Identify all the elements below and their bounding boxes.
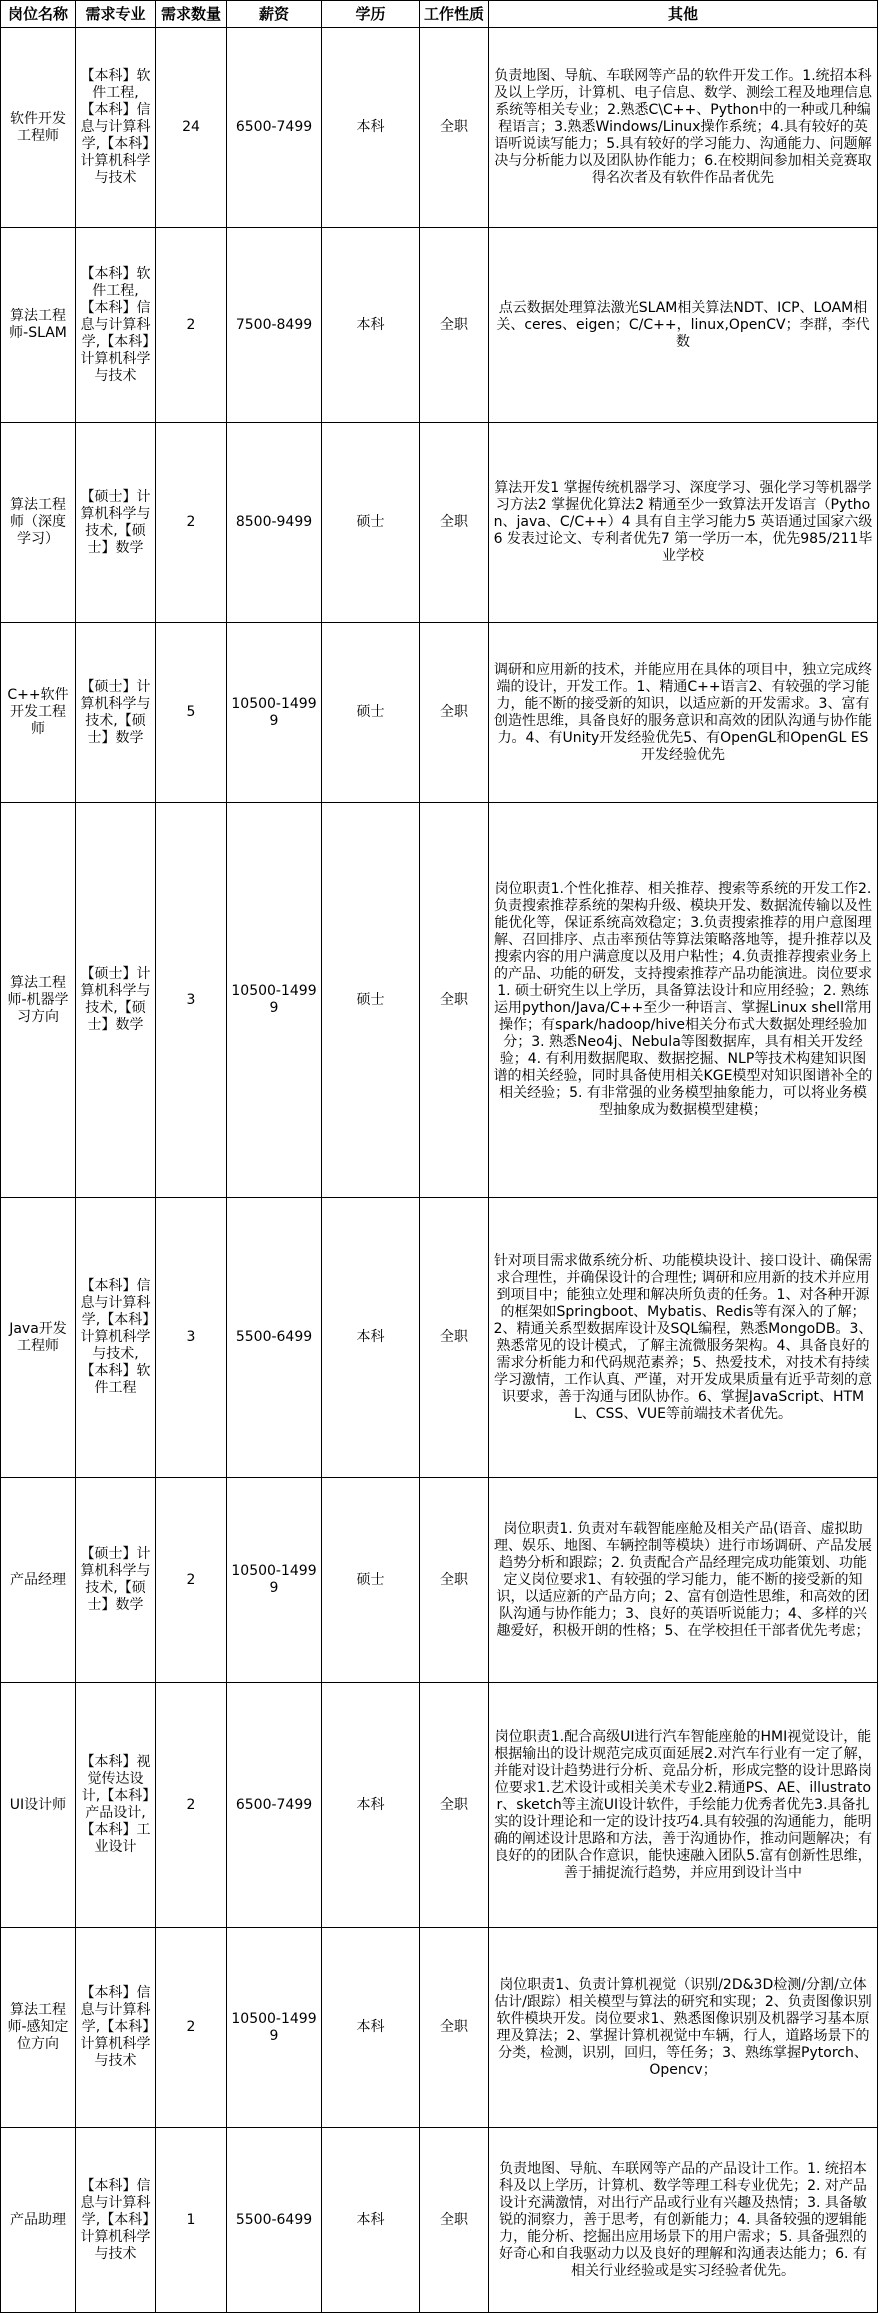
job-major: 【硕士】计算机科学与技术,【硕士】数学 — [76, 623, 156, 803]
job-other: 算法开发1 掌握传统机器学习、深度学习、强化学习等机器学习方法2 掌握优化算法2 精通至少一致算法开发语言（Python、java、C/C++）4 具有自主学习能力5 英语通过国家六级6 发表过论文、专利者优先7 第一学历一本，优先985/211毕业学校 — [489, 423, 878, 623]
table-row — [1, 1198, 878, 1478]
job-count: 2 — [156, 423, 227, 623]
job-major: 【本科】软件工程,【本科】信息与计算科学,【本科】计算机科学与技术 — [76, 28, 156, 228]
job-other: 岗位职责1.个性化推荐、相关推荐、搜索等系统的开发工作2.负责搜索推荐系统的架构升级、模块开发、数据流传输以及性能优化等，保证系统高效稳定；3.负责搜索推荐的用户意图理解、召回排序、点击率预估等算法策略落地等，提升推荐以及搜索内容的用户满意度以及用户粘性；4.负责推荐搜索业务上的产品、功能的研发，支持搜索推荐产品功能演进。岗位要求1. 硕士研究生以上学历，具备算法设计和应用经验；2. 熟练运用python/Java/C++至少一种语言、掌握Linux shell常用操作；有spark/hadoop/hive相关分布式大数据处理经验加分；3. 熟悉Neo4j、Nebula等图数据库，具有相关开发经验；4. 有利用数据爬取、数据挖掘、NLP等技术构建知识图谱的相关经验，同时具备使用相关KGE模型对知识图谱补全的相关经验；5. 有非常强的业务模型抽象能力，可以将业务模型抽象成为数据模型建模； — [489, 803, 878, 1198]
job-title: 产品助理 — [1, 2128, 76, 2313]
job-type: 全职 — [420, 228, 489, 423]
job-other: 岗位职责1. 负责对车载智能座舱及相关产品(语音、虚拟助理、娱乐、地图、车辆控制等模块）进行市场调研、产品发展趋势分析和跟踪；2. 负责配合产品经理完成功能策划、功能定义岗位要求1、有较强的学习能力，能不断的接受新的知识，以适应新的产品方向；2、富有创造性思维，和高效的团队沟通与协作能力；3、良好的英语听说能力；4、多样的兴趣爱好，积极开朗的性格；5、在学校担任干部者优先考虑； — [489, 1478, 878, 1683]
job-count: 1 — [156, 2128, 227, 2313]
job-salary: 10500-14999 — [227, 803, 322, 1198]
job-type: 全职 — [420, 1198, 489, 1478]
job-education: 本科 — [322, 2128, 420, 2313]
job-title: 算法工程师-机器学习方向 — [1, 803, 76, 1198]
job-type: 全职 — [420, 2128, 489, 2313]
header-row — [1, 1, 878, 28]
table-row — [1, 1683, 878, 1928]
job-count: 3 — [156, 803, 227, 1198]
job-education: 硕士 — [322, 803, 420, 1198]
table-row — [1, 623, 878, 803]
header-other: 其他 — [489, 1, 878, 28]
table-row — [1, 1928, 878, 2128]
job-title: 软件开发工程师 — [1, 28, 76, 228]
job-education: 本科 — [322, 28, 420, 228]
job-major: 【本科】信息与计算科学,【本科】计算机科学与技术 — [76, 1928, 156, 2128]
job-major: 【硕士】计算机科学与技术,【硕士】数学 — [76, 803, 156, 1198]
job-education: 本科 — [322, 1928, 420, 2128]
job-type: 全职 — [420, 1683, 489, 1928]
job-salary: 10500-14999 — [227, 1928, 322, 2128]
job-other: 负责地图、导航、车联网等产品的产品设计工作。1. 统招本科及以上学历，计算机、数学等理工科专业优先；2. 对产品设计充满激情，对出行产品或行业有兴趣及热情；3. 具备敏锐的洞察力，善于思考，有创新能力；4. 具备较强的逻辑能力，能分析、挖掘出应用场景下的用户需求；5. 具备强烈的好奇心和自我驱动力以及良好的理解和沟通表达能力；6. 有相关行业经验或是实习经验者优先。 — [489, 2128, 878, 2313]
header-education: 学历 — [322, 1, 420, 28]
header-title: 岗位名称 — [1, 1, 76, 28]
job-salary: 8500-9499 — [227, 423, 322, 623]
job-major: 【本科】视觉传达设计,【本科】产品设计,【本科】工业设计 — [76, 1683, 156, 1928]
job-type: 全职 — [420, 1928, 489, 2128]
job-type: 全职 — [420, 803, 489, 1198]
table-row — [1, 1478, 878, 1683]
job-salary: 5500-6499 — [227, 1198, 322, 1478]
header-type: 工作性质 — [420, 1, 489, 28]
job-major: 【本科】软件工程,【本科】信息与计算科学,【本科】计算机科学与技术 — [76, 228, 156, 423]
table-row — [1, 423, 878, 623]
job-other: 负责地图、导航、车联网等产品的软件开发工作。1.统招本科及以上学历，计算机、电子信息、数学、测绘工程及地理信息系统等相关专业；2.熟悉C\C++、Python中的一种或几种编程语言；3.熟悉Windows/Linux操作系统；4.具有较好的英语听说读写能力；5.具有较好的学习能力、沟通能力、问题解决与分析能力以及团队协作能力；6.在校期间参加相关竞赛取得名次者及有软件作品者优先 — [489, 28, 878, 228]
job-count: 2 — [156, 1478, 227, 1683]
job-title: 算法工程师-SLAM — [1, 228, 76, 423]
header-major: 需求专业 — [76, 1, 156, 28]
job-education: 本科 — [322, 1683, 420, 1928]
job-education: 硕士 — [322, 623, 420, 803]
header-salary: 薪资 — [227, 1, 322, 28]
job-count: 2 — [156, 228, 227, 423]
job-salary: 6500-7499 — [227, 1683, 322, 1928]
job-major: 【硕士】计算机科学与技术,【硕士】数学 — [76, 423, 156, 623]
job-title: 产品经理 — [1, 1478, 76, 1683]
job-count: 24 — [156, 28, 227, 228]
table-row — [1, 28, 878, 228]
job-other: 岗位职责1.配合高级UI进行汽车智能座舱的HMI视觉设计，能根据输出的设计规范完成页面延展2.对汽车行业有一定了解，并能对设计趋势进行分析、竞品分析，形成完整的设计思路岗位要求1.艺术设计或相关美术专业2.精通PS、AE、illustrator、sketch等主流UI设计软件，手绘能力优秀者优先3.具备扎实的设计理论和一定的设计技巧4.具有较强的沟通能力，能明确的阐述设计思路和方法，善于沟通协作，推动问题解决；有良好的的团队合作意识，能快速融入团队5.富有创新性思维，善于捕捉流行趋势，并应用到设计当中 — [489, 1683, 878, 1928]
job-type: 全职 — [420, 623, 489, 803]
job-education: 硕士 — [322, 423, 420, 623]
job-type: 全职 — [420, 28, 489, 228]
job-other: 针对项目需求做系统分析、功能模块设计、接口设计、确保需求合理性，并确保设计的合理性; 调研和应用新的技术并应用到项目中；能独立处理和解决所负责的任务。1、对各种开源的框架如Springboot、Mybatis、Redis等有深入的了解；2、精通关系型数据库设计及SQL编程，熟悉MongoDB。3、熟悉常见的设计模式，了解主流微服务架构。4、具备良好的需求分析能力和代码规范素养；5、热爱技术，对技术有持续学习激情，工作认真、严谨，对开发成果质量有近乎苛刻的意识要求，善于沟通与团队协作。6、掌握JavaScript、HTML、CSS、VUE等前端技术者优先。 — [489, 1198, 878, 1478]
job-type: 全职 — [420, 1478, 489, 1683]
job-title: C++软件开发工程师 — [1, 623, 76, 803]
job-education: 本科 — [322, 228, 420, 423]
job-other: 调研和应用新的技术，并能应用在具体的项目中，独立完成终端的设计，开发工作。1、精通C++语言2、有较强的学习能力，能不断的接受新的知识，以适应新的开发需求。3、富有创造性思维，具备良好的服务意识和高效的团队沟通与协作能力。4、有Unity开发经验优先5、有OpenGL和OpenGL ES开发经验优先 — [489, 623, 878, 803]
job-major: 【本科】信息与计算科学,【本科】计算机科学与技术,【本科】软件工程 — [76, 1198, 156, 1478]
job-count: 5 — [156, 623, 227, 803]
job-major: 【本科】信息与计算科学,【本科】计算机科学与技术 — [76, 2128, 156, 2313]
job-count: 2 — [156, 1928, 227, 2128]
job-count: 3 — [156, 1198, 227, 1478]
job-title: Java开发工程师 — [1, 1198, 76, 1478]
job-type: 全职 — [420, 423, 489, 623]
header-count: 需求数量 — [156, 1, 227, 28]
job-other: 点云数据处理算法激光SLAM相关算法NDT、ICP、LOAM相关、ceres、eigen；C/C++，linux,OpenCV；李群，李代数 — [489, 228, 878, 423]
job-salary: 10500-14999 — [227, 1478, 322, 1683]
job-education: 本科 — [322, 1198, 420, 1478]
job-salary: 5500-6499 — [227, 2128, 322, 2313]
job-salary: 6500-7499 — [227, 28, 322, 228]
job-title: UI设计师 — [1, 1683, 76, 1928]
table-row — [1, 228, 878, 423]
table-row — [1, 803, 878, 1198]
job-major: 【硕士】计算机科学与技术,【硕士】数学 — [76, 1478, 156, 1683]
job-other: 岗位职责1、负责计算机视觉（识别/2D&3D检测/分割/立体估计/跟踪）相关模型与算法的研究和实现；2、负责图像识别软件模块开发。岗位要求1、熟悉图像识别及机器学习基本原理及算法；2、掌握计算机视觉中车辆，行人，道路场景下的分类，检测，识别，回归，等任务；3、熟练掌握Pytorch、Opencv； — [489, 1928, 878, 2128]
job-salary: 10500-14999 — [227, 623, 322, 803]
job-education: 硕士 — [322, 1478, 420, 1683]
job-title: 算法工程师（深度学习） — [1, 423, 76, 623]
table-row — [1, 2128, 878, 2313]
job-title: 算法工程师-感知定位方向 — [1, 1928, 76, 2128]
job-salary: 7500-8499 — [227, 228, 322, 423]
job-count: 2 — [156, 1683, 227, 1928]
